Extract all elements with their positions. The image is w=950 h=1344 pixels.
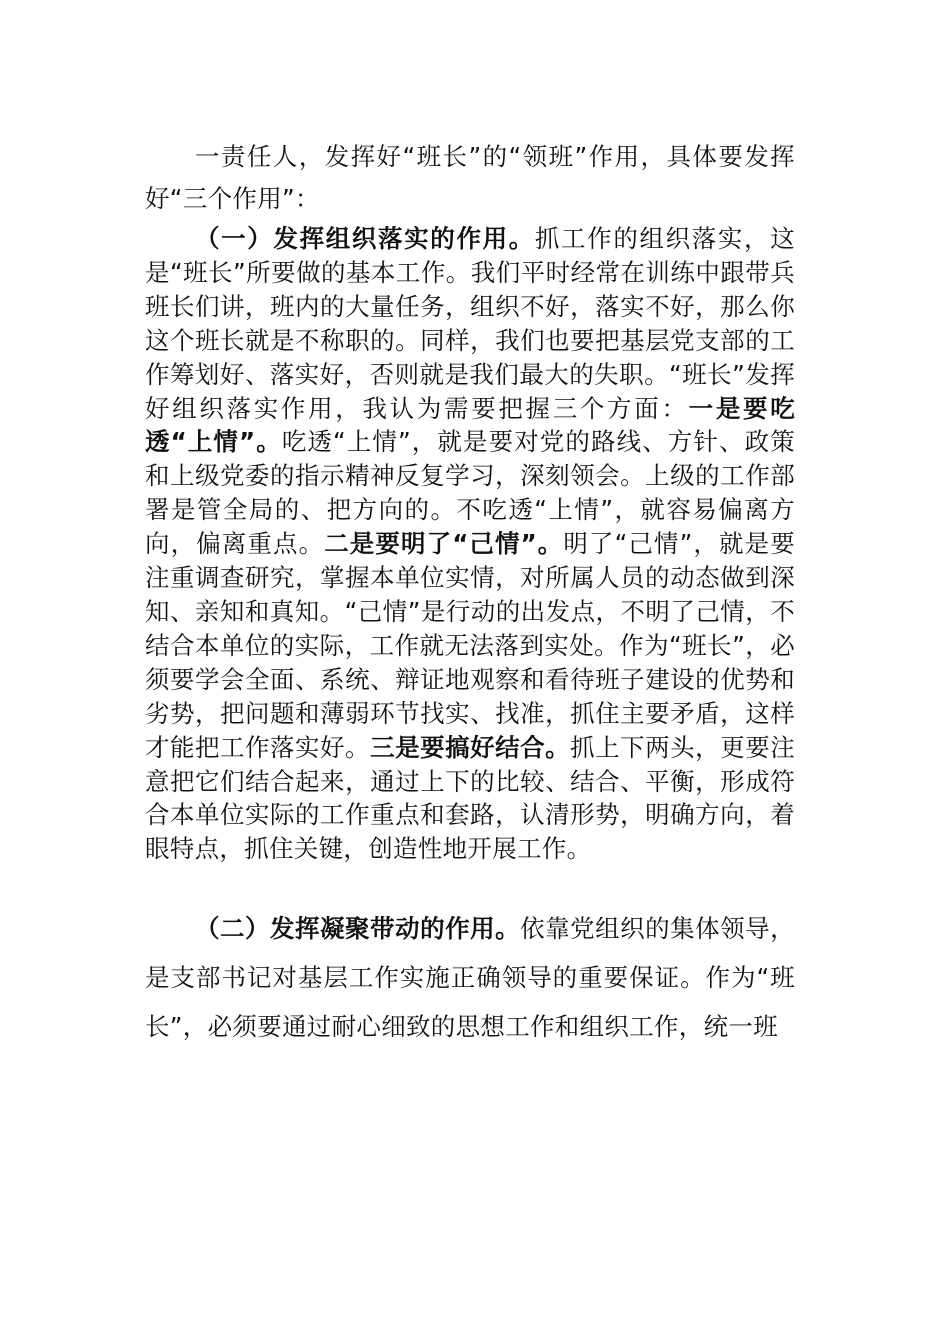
paragraph-cohesion-role bbox=[145, 904, 795, 1051]
point-1-label: 一是要吃透“上情”。 bbox=[145, 393, 796, 457]
point-2-body: 明了“己情”，就是要注重调查研究，掌握本单位实情，对所属人员的动态做到深知、亲知和真知。“己情”是行动的出发点，不明了己情，不结合本单位的实际，工作就无法落到实处。作为“班长”，必须要学会全面、系统、辩证地观察和看待班子建设的优势和劣势，把问题和薄弱环节找实、找准，抓住主要矛盾，这样才能把工作落实好。 bbox=[145, 529, 795, 762]
section-2-body: 依靠党组织的集体领导，是支部书记对基层工作实施正确领导的重要保证。作为“班长”，必须要通过耐心细致的思想工作和组织工作，统一班 bbox=[145, 914, 795, 1041]
section-2-heading: （二）发挥凝聚带动的作用。 bbox=[195, 914, 521, 943]
point-1-body: 吃透“上情”，就是要对党的路线、方针、政策和上级党委的指示精神反复学习，深刻领会。上级的工作部署是管全局的、把方向的。不吃透“上情”，就容易偏离方向，偏离重点。 bbox=[145, 427, 795, 559]
paragraph-organization-role bbox=[145, 222, 795, 866]
point-3-body: 抓上下两头，更要注意把它们结合起来，通过上下的比较、结合、平衡，形成符合本单位实际的工作重点和套路，认清形势，明确方向，着眼特点，抓住关键，创造性地开展工作。 bbox=[145, 732, 795, 864]
point-2-label: 二是要明了“己情”。 bbox=[324, 529, 564, 559]
paragraph-continuation bbox=[145, 136, 795, 220]
section-1-heading: （一）发挥组织落实的作用。 bbox=[195, 224, 535, 253]
point-3-label: 三是要搞好结合。 bbox=[370, 732, 571, 762]
paragraph-1-text: 一责任人，发挥好“班长”的“领班”作用，具体要发挥好“三个作用”： bbox=[145, 142, 795, 213]
section-1-body: 抓工作的组织落实，这是“班长”所要做的基本工作。我们平时经常在训练中跟带兵班长们讲，班内的大量任务，组织不好，落实不好，那么你这个班长就是不称职的。同样，我们也要把基层党支部的工作筹划好、落实好，否则就是我们最大的失职。“班长”发挥好组织落实作用，我认为需要把握三个方面： bbox=[145, 224, 795, 423]
